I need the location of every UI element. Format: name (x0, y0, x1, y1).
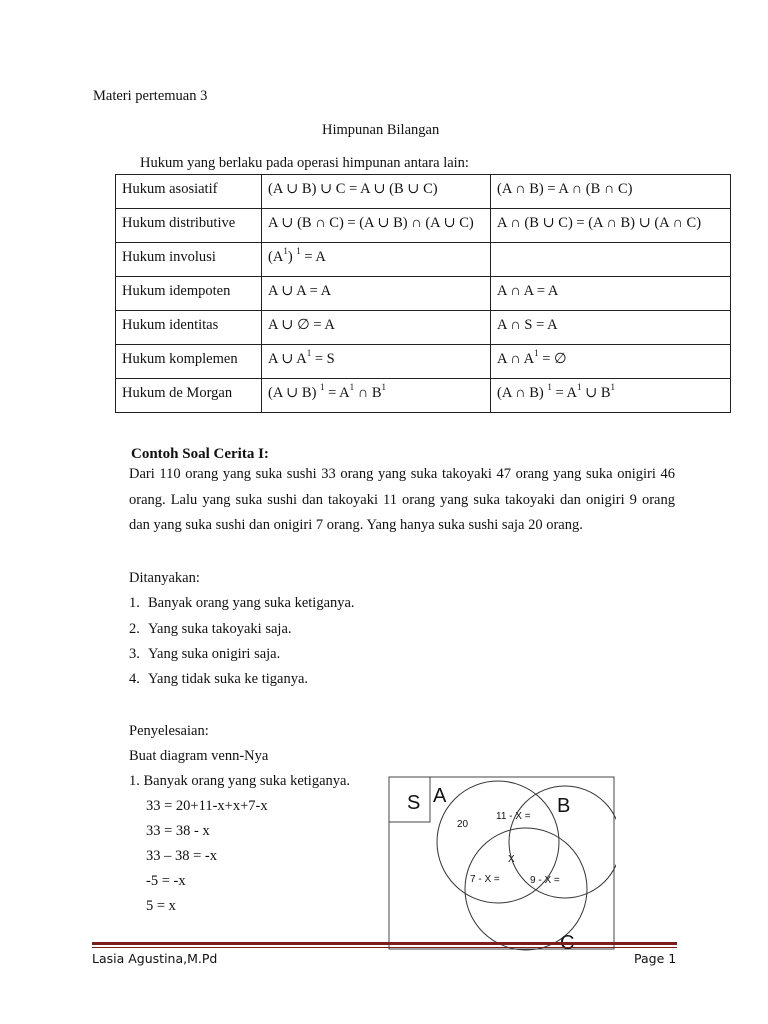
law-intersection-cell: A ∩ $A^1$ = ∅ (491, 345, 731, 379)
law-intersection-cell (491, 243, 731, 277)
footer-author: Lasia Agustina,M.Pd (92, 951, 218, 966)
footer-rule (92, 942, 677, 945)
question-text: Yang suka takoyaki saja. (148, 621, 292, 637)
question-number: 1. (129, 595, 140, 611)
label-a: A (433, 785, 447, 807)
law-intersection-cell: A ∩ A = A (491, 277, 731, 311)
law-row (116, 277, 731, 311)
law-intersection-cell: (A ∩ B) = A ∩ (B ∩ C) (491, 175, 731, 209)
label-s: S (407, 792, 421, 814)
equation-line: -5 = -x (146, 873, 186, 889)
law-name-cell: Hukum komplemen (116, 345, 262, 379)
question-item (129, 647, 280, 662)
law-row (116, 175, 731, 209)
step1-title: 1. Banyak orang yang suka ketiganya. (129, 773, 351, 789)
footer-rule-thin (92, 947, 677, 948)
set-laws-table (115, 174, 731, 413)
document-title: Himpunan Bilangan (322, 122, 440, 138)
law-union-cell: $(A^1) ^1 = A$ (262, 243, 491, 277)
question-item (129, 596, 355, 611)
law-row (116, 243, 731, 277)
law-name-cell: Hukum distributive (116, 209, 262, 243)
law-union-cell: (A ∪ B) $^1 = A^1$ ∩ $B^1$ (262, 379, 491, 413)
law-name-cell: Hukum asosiatif (116, 175, 262, 209)
asked-label: Ditanyakan: (129, 570, 200, 586)
law-row (116, 311, 731, 345)
example-story: Dari 110 orang yang suka sushi 33 orang yang suka takoyaki 47 orang yang suka onigiri 46 orang. Lalu yang suka sushi dan takoyaki 11 orang yang suka takoyaki dan onigiri 9 orang dan yang suka sushi dan onigiri 7 orang. Yang hanya suka sushi saja 20 orang. (129, 466, 675, 533)
law-intersection-cell: (A ∩ B) $^1 = A^1$ ∪ $B^1$ (491, 379, 731, 413)
example-heading: Contoh Soal Cerita I: (131, 446, 269, 462)
question-text: Yang suka onigiri saja. (148, 646, 281, 662)
label-b: B (557, 795, 571, 817)
law-row (116, 379, 731, 413)
region-ab: 11 - X = (496, 811, 531, 822)
region-ac: 7 - X = (470, 874, 500, 885)
header-label: Materi pertemuan 3 (93, 88, 208, 104)
question-text: Banyak orang yang suka ketiganya. (148, 595, 355, 611)
question-number: 2. (129, 621, 140, 637)
question-text: Yang tidak suka ke tiganya. (148, 671, 309, 687)
question-item (129, 672, 308, 687)
law-intersection-cell: A ∩ S = A (491, 311, 731, 345)
venn-diagram (388, 776, 616, 951)
law-row (116, 345, 731, 379)
intro-text: Hukum yang berlaku pada operasi himpunan antara lain: (140, 155, 469, 171)
law-union-cell: A ∪ A = A (262, 277, 491, 311)
region-bc: 9 - X = (530, 875, 560, 886)
law-union-cell: A ∪ ∅ = A (262, 311, 491, 345)
region-center: X (508, 854, 515, 865)
solution-label: Penyelesaian: (129, 723, 209, 739)
law-name-cell: Hukum idempoten (116, 277, 262, 311)
venn-instruction: Buat diagram venn-Nya (129, 748, 269, 764)
equation-line: 33 – 38 = -x (146, 848, 218, 864)
law-union-cell: (A ∪ B) ∪ C = A ∪ (B ∪ C) (262, 175, 491, 209)
law-union-cell: A ∪ $A^1 = S$ (262, 345, 491, 379)
question-item (129, 622, 292, 637)
universe-box (389, 777, 614, 949)
equation-line: 33 = 38 - x (146, 823, 210, 839)
law-name-cell: Hukum identitas (116, 311, 262, 345)
question-number: 3. (129, 646, 140, 662)
law-name-cell: Hukum de Morgan (116, 379, 262, 413)
law-name-cell: Hukum involusi (116, 243, 262, 277)
law-intersection-cell: A ∩ (B ∪ C) = (A ∩ B) ∪ (A ∩ C) (491, 209, 731, 243)
footer-page-number: Page 1 (634, 951, 677, 966)
equation-line: 33 = 20+11-x+x+7-x (146, 798, 268, 814)
region-only-a: 20 (457, 819, 469, 830)
question-number: 4. (129, 671, 140, 687)
equation-line: 5 = x (146, 898, 176, 914)
law-union-cell: A ∪ (B ∩ C) = (A ∪ B) ∩ (A ∪ C) (262, 209, 491, 243)
law-row (116, 209, 731, 243)
